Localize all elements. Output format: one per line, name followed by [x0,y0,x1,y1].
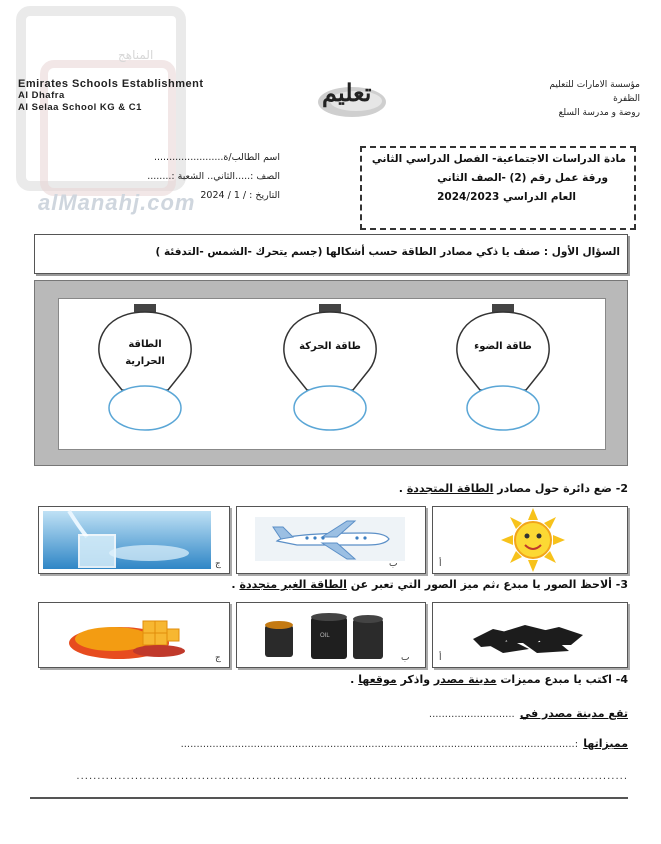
header-ar-line-2: الظفرة [613,94,640,104]
bulb-label-heat: الطاقة الحرارية [125,339,165,367]
q4-location-line [340,702,628,722]
q4-features-answer[interactable]: :............................................................................................................................ [180,739,579,750]
q1-title: السؤال الأول : صنف يا ذكي مصادر الطاقة حسب أشكالها (جسم يتحرك -الشمس -التدفئة ) [155,246,620,258]
bulb-icon [428,300,578,440]
q2-underlined: الطاقة المتجددة [406,482,494,495]
q4-location-label: تقع مدينة مصدر في [519,707,628,720]
q4-underlined-location: موقعها [358,673,397,686]
q3-suffix: . [231,578,236,591]
q4-prefix: 4- اكتب يا مبدع مميزات [500,673,628,686]
q4-features-line [30,732,628,752]
bulb-icon [255,300,405,440]
header-ar-line-1: مؤسسة الامارات للتعليم [549,80,640,90]
bottom-rule [30,797,628,799]
header-en-line-2: Al Dhafra [18,90,65,101]
header-arabic [430,78,640,120]
taaleem-logo [310,72,410,122]
bulb-label-motion: طاقة الحركة [299,341,361,352]
bulb-label-light: طاقة الضوء [474,341,532,352]
svg-text:OIL: OIL [320,633,330,639]
q4-extra-answer[interactable]: .................................................................................................................................... [76,771,628,782]
q4-features-label: مميزاتها [583,737,628,750]
q4-extra-line [30,764,628,783]
q2-card-sun[interactable] [432,506,628,574]
worksheet-subject: مادة الدراسات الاجتماعية- الفصل الدراسي الثاني [371,153,626,165]
q4-title [200,672,628,688]
worksheet-info [366,150,626,207]
q4-location-answer[interactable]: ........................... [428,709,515,720]
worksheet-year: العام الدراسي 2024/2023 [437,191,576,203]
watermark-site: alManahj.com [38,190,196,215]
q3-card-coal[interactable] [432,602,628,668]
logo-text: تعليم [322,78,372,107]
q4-suffix: . [350,673,355,686]
q4-underlined-city: مدينة مصدر [433,673,497,686]
q2-mark-a: أ [439,559,442,569]
bulb-icon [70,300,220,440]
q4-middle: واذكر [400,673,431,686]
watermark-brand: المناهج [118,48,154,62]
mango-icon [39,603,229,667]
bulb-motion-energy[interactable] [255,300,405,440]
sun-icon [433,507,627,573]
header-english [18,78,298,114]
q2-mark-c: ج [215,559,221,569]
bulb-heat-energy[interactable] [70,300,220,440]
q3-mark-c: ج [215,653,221,663]
q2-mark-b: ب [389,559,398,569]
q3-card-oil[interactable] [236,602,426,668]
q3-mark-b: ب [401,653,410,663]
q2-prefix: 2- ضع دائرة حول مصادر [497,482,628,495]
student-grade-field[interactable]: الصف :.....الثاني.. الشعبة :........ [147,171,280,182]
q3-title [120,577,628,593]
coal-icon [433,603,627,667]
student-name-field[interactable]: اسم الطالب/ة....................... [153,152,280,163]
header-en-line-3: Al Selaa School KG & C1 [18,102,142,113]
water-glass-icon [39,507,229,573]
student-date-field[interactable]: التاريخ : / 1 / 2024 [200,190,280,201]
q3-underlined: الطاقة الغير متجددة [239,578,347,591]
q2-card-airplane[interactable] [236,506,426,574]
student-info [70,148,280,205]
q2-suffix: . [398,482,403,495]
worksheet-number: ورقة عمل رقم (2) -الصف الثاني [437,172,608,184]
header-en-line-1: Emirates Schools Establishment [18,78,204,90]
bulb-light-energy [428,300,578,440]
q3-prefix: 3- ألاحظ الصور يا مبدع ،ثم ميز الصور التي تعبر عن [350,578,628,591]
q3-mark-a: أ [439,653,442,663]
q2-title [200,481,628,497]
header-ar-line-3: روضة و مدرسة السلع [558,108,640,118]
q2-card-water[interactable] [38,506,230,574]
q3-card-mango[interactable] [38,602,230,668]
oil-barrels-icon [237,603,425,667]
